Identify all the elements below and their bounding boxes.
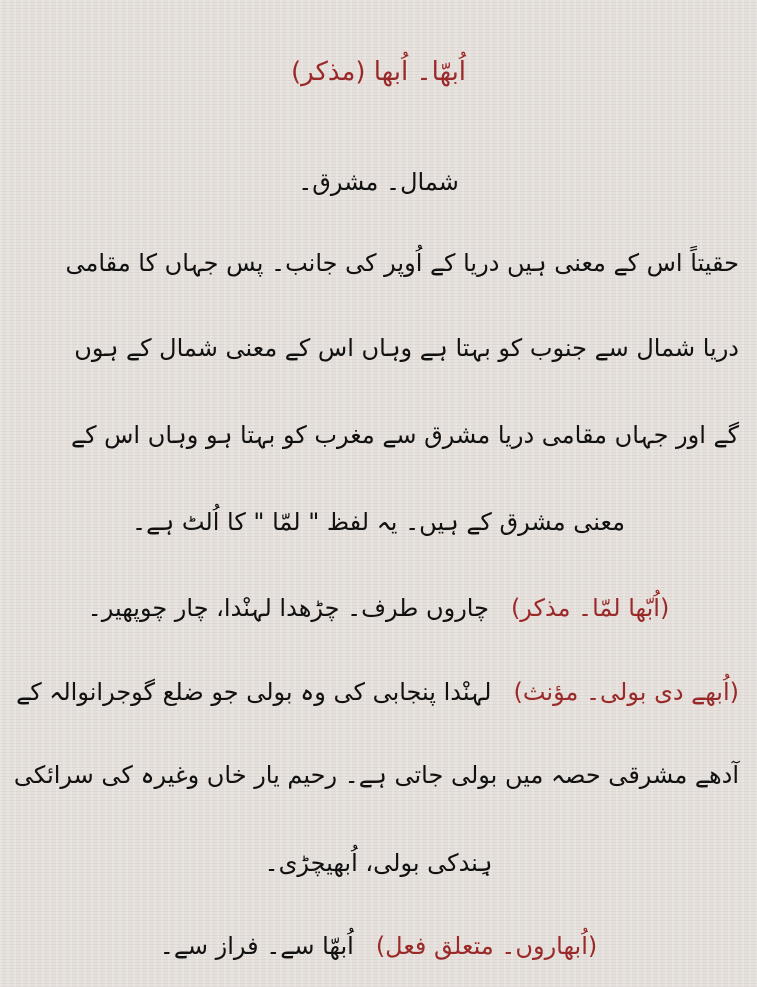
paragraph-line-4: معنی مشرق کے ہیں۔ یہ لفظ " لمّا " کا اُلٹ ہے۔ (132, 508, 625, 536)
sub-entry-label: (اُبھاروں۔ متعلق فعل) (375, 932, 598, 960)
paragraph-line-6: ہِندکی بولی، اُبھیچڑی۔ (264, 849, 493, 877)
sub-entry-ubharon (18, 926, 739, 966)
sub-entry-label: (اُبّھا لمّا۔ مذکر) (510, 594, 670, 622)
sub-entry-ubhe-di-boli (18, 672, 739, 712)
sub-entry-text: لہنْدا پنجابی کی وہ بولی جو ضلع گوجرانوالہ کے (16, 678, 492, 706)
sub-entry-text: چاروں طرف۔ چڑھدا لہنْدا، چار چوپھیر۔ (87, 594, 489, 622)
paragraph-line-5: آدھے مشرقی حصہ میں بولی جاتی ہے۔ رحیم یار خاں وغیرہ کی سرائکی (13, 761, 739, 789)
paragraph-line-2: دریا شمال سے جنوب کو بہتا ہے وہاں اس کے معنی شمال کے ہوں (74, 334, 739, 362)
sub-entry-label: (اُبھے دی بولی۔ مؤنث) (513, 678, 739, 706)
sub-entry-ubbha-lamma (18, 588, 739, 628)
meaning-heading: شمال۔ مشرق۔ (298, 168, 459, 196)
entry-title: اُبھّا۔ اُبھا (مذکر) (290, 57, 467, 87)
paragraph-line-3: گے اور جہاں مقامی دریا مشرق سے مغرب کو بہتا ہو وہاں اس کے (71, 421, 739, 449)
paragraph-line-1: حقیتاً اس کے معنی ہیں دریا کے اُوپر کی جانب۔ پس جہاں کا مقامی (65, 249, 739, 277)
sub-entry-text: اُبھّا سے۔ فراز سے۔ (159, 932, 354, 960)
